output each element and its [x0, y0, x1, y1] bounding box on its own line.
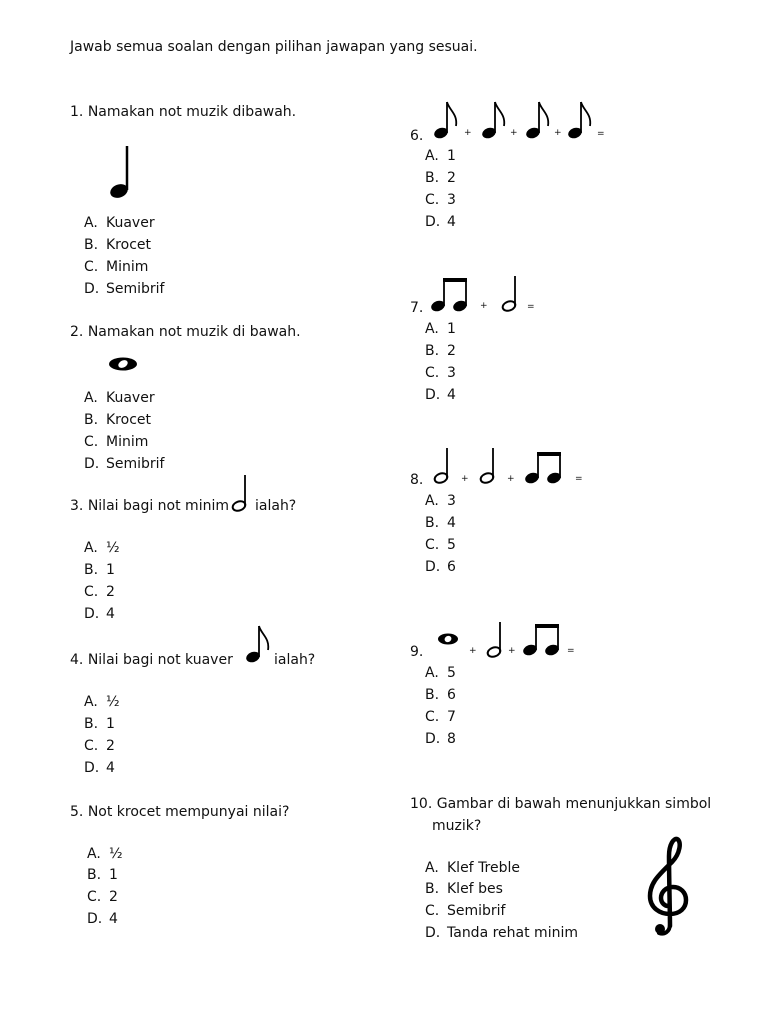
question-number: 2. [70, 324, 84, 340]
option-c[interactable]: C. 3 [425, 365, 456, 381]
question-text: Nilai bagi not minim [87, 498, 229, 514]
question-number: 10. [410, 796, 433, 812]
instruction-text: Jawab semua soalan dengan pilihan jawapan yang sesuai. [70, 39, 478, 55]
equals-sign: = [597, 129, 605, 139]
question-number: 1. [70, 104, 84, 120]
minim-note-icon [230, 473, 250, 513]
option-a[interactable]: A. Klef Treble [425, 860, 521, 876]
option-a[interactable]: A. 3 [425, 493, 456, 509]
plus-sign: + [554, 128, 562, 138]
semibreve-note-icon [437, 632, 461, 648]
quaver-note-icon [480, 100, 508, 142]
question-number: 3. [70, 498, 84, 514]
option-b[interactable]: B. Klef bes [425, 881, 503, 897]
option-a[interactable]: A. 1 [425, 148, 456, 164]
question-text-line2: muzik? [432, 818, 482, 834]
question-text: Namakan not muzik dibawah. [87, 104, 297, 120]
option-b[interactable]: B. 1 [84, 716, 115, 732]
equals-sign: = [567, 646, 575, 656]
question-text: Nilai bagi not kuaver [87, 652, 233, 668]
option-d[interactable]: D. 4 [425, 387, 456, 403]
option-d[interactable]: D. 8 [425, 731, 456, 747]
option-c[interactable]: C. Minim [84, 259, 149, 275]
minim-note-icon [432, 446, 452, 486]
plus-sign: + [461, 474, 469, 484]
minim-note-icon [478, 446, 498, 486]
plus-sign: + [480, 301, 488, 311]
beamed-quavers-icon [430, 276, 474, 316]
option-a[interactable]: A. Kuaver [84, 215, 155, 231]
minim-note-icon [485, 620, 505, 660]
option-a[interactable]: A. 5 [425, 665, 456, 681]
option-d[interactable]: D. 6 [425, 559, 456, 575]
option-c[interactable]: C. 5 [425, 537, 456, 553]
quaver-note-icon [566, 100, 594, 142]
option-b[interactable]: B. Krocet [84, 237, 151, 253]
option-c[interactable]: C. 7 [425, 709, 456, 725]
question-number: 5. [70, 804, 84, 820]
question-text-after: ialah? [255, 498, 297, 514]
equals-sign: = [575, 474, 583, 484]
option-b[interactable]: B. 1 [84, 562, 115, 578]
question-number: 4. [70, 652, 84, 668]
quaver-note-icon [524, 100, 552, 142]
plus-sign: + [510, 128, 518, 138]
option-a[interactable]: A. Kuaver [84, 390, 155, 406]
treble-clef-icon [642, 836, 694, 938]
option-b[interactable]: B. 2 [425, 343, 456, 359]
option-c[interactable]: C. 2 [84, 738, 115, 754]
plus-sign: + [469, 646, 477, 656]
option-d[interactable]: D. 4 [84, 760, 115, 776]
option-a[interactable]: A. ½ [84, 540, 120, 556]
option-d[interactable]: D. 4 [425, 214, 456, 230]
option-b[interactable]: B. 2 [425, 170, 456, 186]
option-c[interactable]: C. Semibrif [425, 903, 506, 919]
option-b[interactable]: B. 1 [87, 867, 118, 883]
option-b[interactable]: B. 6 [425, 687, 456, 703]
question-number: 8. [410, 472, 424, 488]
quaver-note-icon [244, 624, 272, 666]
option-c[interactable]: C. 2 [87, 889, 118, 905]
question-number: 6. [410, 128, 424, 144]
option-b[interactable]: B. 4 [425, 515, 456, 531]
option-a[interactable]: A. ½ [87, 846, 123, 862]
semibreve-note-icon [106, 356, 142, 374]
question-text-after: ialah? [274, 652, 316, 668]
plus-sign: + [507, 474, 515, 484]
option-d[interactable]: D. 4 [84, 606, 115, 622]
option-b[interactable]: B. Krocet [84, 412, 151, 428]
question-text: Namakan not muzik di bawah. [87, 324, 301, 340]
option-c[interactable]: C. 3 [425, 192, 456, 208]
option-a[interactable]: A. 1 [425, 321, 456, 337]
crotchet-note-icon [105, 144, 135, 200]
plus-sign: + [464, 128, 472, 138]
question-number: 9. [410, 644, 424, 660]
beamed-quavers-icon [522, 622, 566, 662]
option-d[interactable]: D. Semibrif [84, 281, 165, 297]
quaver-note-icon [432, 100, 460, 142]
question-text: Gambar di bawah menunjukkan simbol [436, 796, 712, 812]
option-c[interactable]: C. 2 [84, 584, 115, 600]
option-d[interactable]: D. 4 [87, 911, 118, 927]
option-a[interactable]: A. ½ [84, 694, 120, 710]
plus-sign: + [508, 646, 516, 656]
question-number: 7. [410, 300, 424, 316]
beamed-quavers-icon [524, 450, 568, 490]
option-d[interactable]: D. Tanda rehat minim [425, 925, 578, 941]
equals-sign: = [527, 302, 535, 312]
question-text: Not krocet mempunyai nilai? [87, 804, 290, 820]
option-c[interactable]: C. Minim [84, 434, 149, 450]
minim-note-icon [500, 274, 520, 314]
option-d[interactable]: D. Semibrif [84, 456, 165, 472]
